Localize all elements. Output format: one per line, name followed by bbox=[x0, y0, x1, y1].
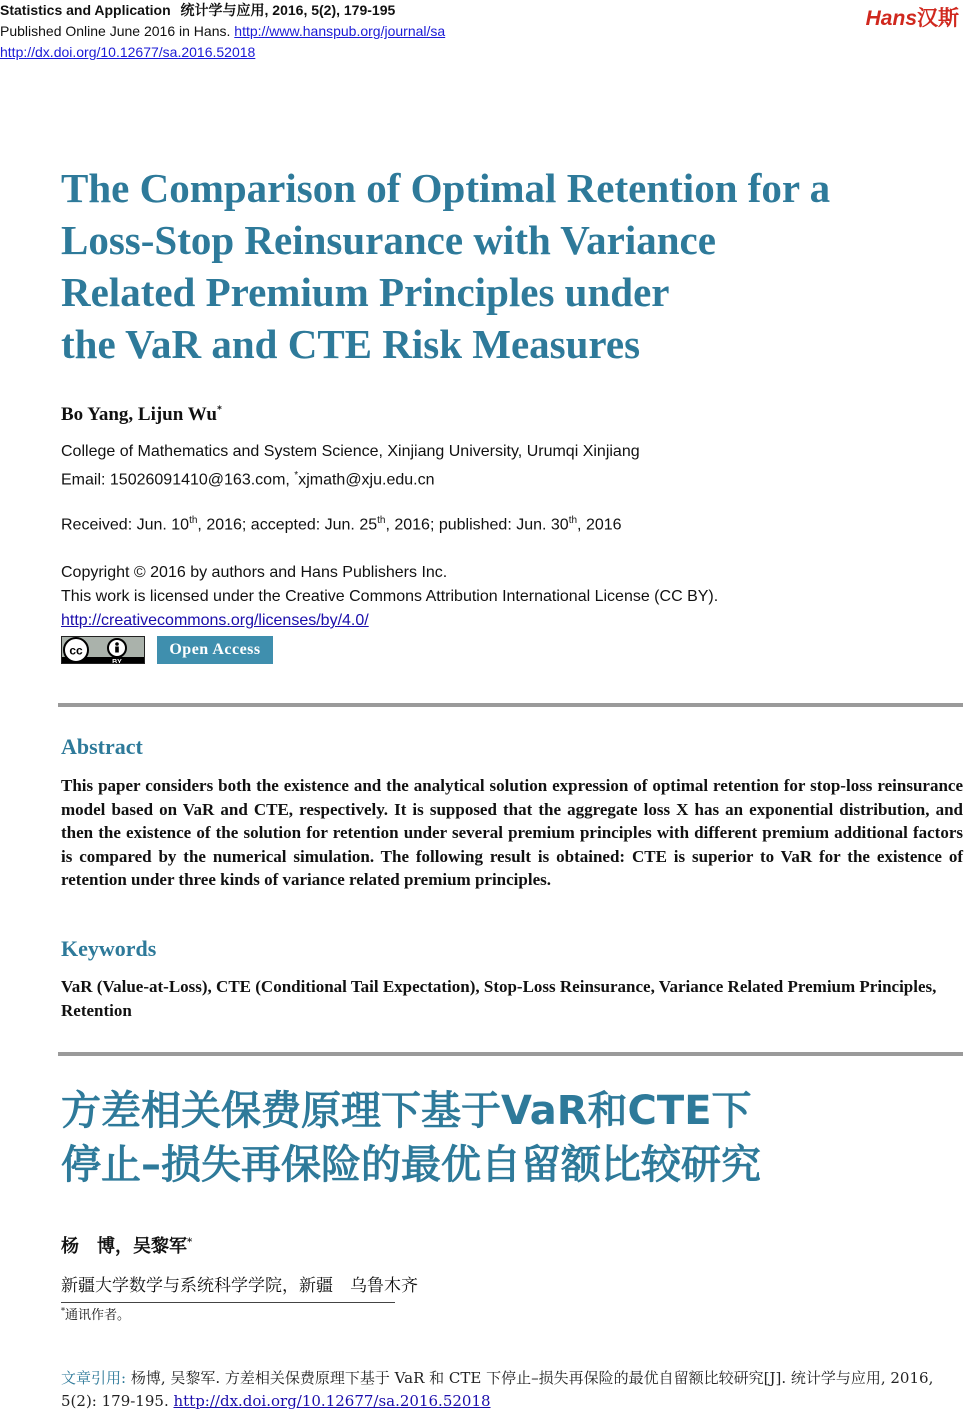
keywords-heading: Keywords bbox=[61, 936, 157, 961]
citation bbox=[61, 1367, 963, 1413]
title-line: the VaR and CTE Risk Measures bbox=[61, 321, 641, 367]
date-end: , 2016 bbox=[577, 516, 622, 534]
received-date: Received: Jun. 10 bbox=[61, 516, 190, 534]
hans-logo bbox=[866, 2, 959, 32]
cc-text: cc bbox=[69, 643, 83, 658]
keywords-text: VaR (Value-at-Loss), CTE (Conditional Tail Expectation), Stop-Loss Reinsurance, Variance Related Premium Principles, Retention bbox=[61, 977, 937, 1020]
email-prefix: Email: 15026091410@163.com, bbox=[61, 471, 295, 489]
published-date: , 2016; published: Jun. 30 bbox=[385, 516, 569, 534]
copyright: Copyright © 2016 by authors and Hans Publishers Inc. bbox=[61, 564, 448, 581]
license-text: This work is licensed under the Creative Commons Attribution International License (CC BY). bbox=[61, 588, 719, 605]
published-line bbox=[0, 21, 445, 42]
footnote bbox=[61, 1304, 130, 1323]
license-line bbox=[61, 612, 369, 630]
journal-header bbox=[0, 0, 445, 63]
title-line: The Comparison of Optimal Retention for a bbox=[61, 165, 831, 211]
footnote-rule bbox=[61, 1302, 395, 1303]
chinese-authors bbox=[61, 1232, 192, 1258]
journal-issue: 统计学与应用, 2016, 5(2), 179-195 bbox=[180, 2, 396, 18]
abstract-heading: Abstract bbox=[61, 734, 143, 759]
doi-link[interactable]: http://dx.doi.org/10.12677/sa.2016.52018 bbox=[0, 44, 256, 60]
abstract-text: This paper considers both the existence and the analytical solution expression of optimal retention for stop-loss reinsurance model based on VaR and CTE, respectively. It is supposed that the aggregate loss X has an exponential distribution, and then the existence of the solution for retention under several premium principles with different premium additional factors is compared by the numerical simulation. The following result is obtained: CTE is superior to VaR for the existence of retention under three kinds of variance related premium principles. bbox=[61, 776, 963, 890]
citation-text: 杨博, 吴黎军. 方差相关保费原理下基于 VaR 和 CTE 下停止–损失再保险的最优自留额比较研究[J]. 统计学与应用, 2016, 5(2): 179-195. bbox=[61, 1369, 934, 1410]
logo-chinese: 汉斯 bbox=[917, 6, 959, 30]
license-link[interactable]: http://creativecommons.org/licenses/by/4.0/ bbox=[61, 612, 369, 629]
logo-latin: Hans bbox=[865, 7, 917, 30]
doi-line bbox=[0, 42, 445, 63]
affiliation: College of Mathematics and System Science, Xinjiang University, Urumqi Xinjiang bbox=[61, 443, 640, 460]
citation-doi-link[interactable]: http://dx.doi.org/10.12677/sa.2016.52018 bbox=[173, 1392, 491, 1410]
published-text: Published Online June 2016 in Hans. bbox=[0, 23, 231, 39]
title-line: Loss-Stop Reinsurance with Variance bbox=[61, 217, 716, 263]
chinese-title bbox=[61, 1084, 961, 1192]
journal-name: Statistics and Application bbox=[0, 2, 171, 18]
ordinal-suffix: th bbox=[189, 515, 198, 526]
journal-line bbox=[0, 0, 445, 21]
ordinal-suffix: th bbox=[377, 515, 386, 526]
section-divider bbox=[58, 703, 963, 707]
citation-label: 文章引用: bbox=[61, 1369, 131, 1387]
section-divider bbox=[58, 1052, 963, 1056]
dates-line bbox=[61, 515, 622, 534]
email-mark: * bbox=[294, 470, 299, 481]
cc-by-badge[interactable] bbox=[61, 636, 145, 664]
footnote-text: 通讯作者。 bbox=[65, 1308, 131, 1323]
email-line bbox=[61, 470, 435, 489]
author-names: Bo Yang, Lijun Wu bbox=[61, 404, 217, 425]
chinese-corresponding-mark: * bbox=[187, 1237, 193, 1248]
title-line: Related Premium Principles under bbox=[61, 269, 670, 315]
accepted-date: , 2016; accepted: Jun. 25 bbox=[197, 516, 378, 534]
email-second: xjmath@xju.edu.cn bbox=[298, 471, 435, 489]
footnote-mark: * bbox=[61, 1306, 65, 1316]
chinese-title-line: 停止–损失再保险的最优自留额比较研究 bbox=[61, 1142, 761, 1188]
open-access-badge[interactable]: Open Access bbox=[157, 636, 273, 664]
chinese-author-names: 杨 博，吴黎军 bbox=[61, 1236, 187, 1257]
authors bbox=[61, 404, 222, 426]
by-text: BY bbox=[112, 659, 122, 664]
cc-by-icon bbox=[62, 637, 145, 664]
ordinal-suffix: th bbox=[568, 515, 578, 526]
journal-link[interactable]: http://www.hanspub.org/journal/sa bbox=[234, 23, 446, 39]
chinese-title-line: 方差相关保费原理下基于VaR和CTE下 bbox=[61, 1088, 752, 1134]
chinese-affiliation: 新疆大学数学与系统科学学院，新疆 乌鲁木齐 bbox=[61, 1276, 418, 1296]
paper-title bbox=[61, 162, 951, 370]
corresponding-mark: * bbox=[216, 404, 222, 416]
